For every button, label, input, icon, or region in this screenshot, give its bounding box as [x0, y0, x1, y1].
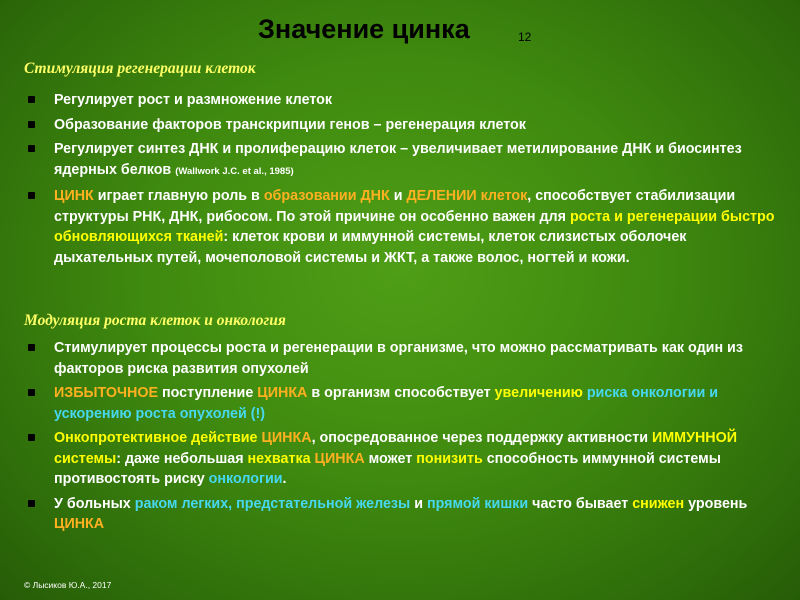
regeneration-bullet-list [28, 90, 780, 272]
list-item: У больных раком легких, предстательной железы и прямой кишки часто бывает снижен уровень ЦИНКА [28, 494, 780, 535]
bullet-icon [28, 500, 35, 507]
bullet-icon [28, 192, 35, 199]
citation: (Wallwork J.C. et al., 1985) [175, 165, 294, 177]
section-heading-oncology: Модуляция роста клеток и онкология [24, 312, 286, 329]
slide-number: 12 [518, 30, 532, 44]
list-item: Регулирует синтез ДНК и пролиферацию клеток – увеличивает метилирование ДНК и биосинтез ядерных белков (Wallwork J.C. et al., 1985) [28, 139, 780, 182]
bullet-icon [28, 145, 35, 152]
oncology-bullet-list [28, 338, 780, 539]
list-item: Стимулирует процессы роста и регенерации в организме, что можно рассматривать как один из факторов риска развития опухолей [28, 338, 780, 379]
bullet-icon [28, 389, 35, 396]
bullet-icon [28, 121, 35, 128]
bullet-icon [28, 344, 35, 351]
list-item: Онкопротективное действие ЦИНКА, опосредованное через поддержку активности ИММУННОЙ системы: даже небольшая нехватка ЦИНКА может понизить способность иммунной системы противостоять риску онкологии. [28, 428, 780, 490]
section-heading-regeneration: Стимуляция регенерации клеток [24, 60, 256, 77]
bullet-icon [28, 96, 35, 103]
list-item: ЦИНК играет главную роль в образовании ДНК и ДЕЛЕНИИ клеток, способствует стабилизации структуры РНК, ДНК, рибосом. По этой причине он особенно важен для роста и регенерации быстро обновляющихся тканей: клеток крови и иммунной системы, клеток слизистых оболочек дыхательных путей, мочеполовой системы и ЖКТ, а также волос, ногтей и кожи. [28, 186, 780, 268]
list-item: Образование факторов транскрипции генов – регенерация клеток [28, 115, 780, 136]
list-item: ИЗБЫТОЧНОЕ поступление ЦИНКА в организм способствует увеличению риска онкологии и ускорению роста опухолей (!) [28, 383, 780, 424]
slide-title: Значение цинка [258, 14, 470, 44]
copyright-footer: © Лысиков Ю.А., 2017 [24, 580, 112, 590]
bullet-icon [28, 434, 35, 441]
list-item: Регулирует рост и размножение клеток [28, 90, 780, 111]
